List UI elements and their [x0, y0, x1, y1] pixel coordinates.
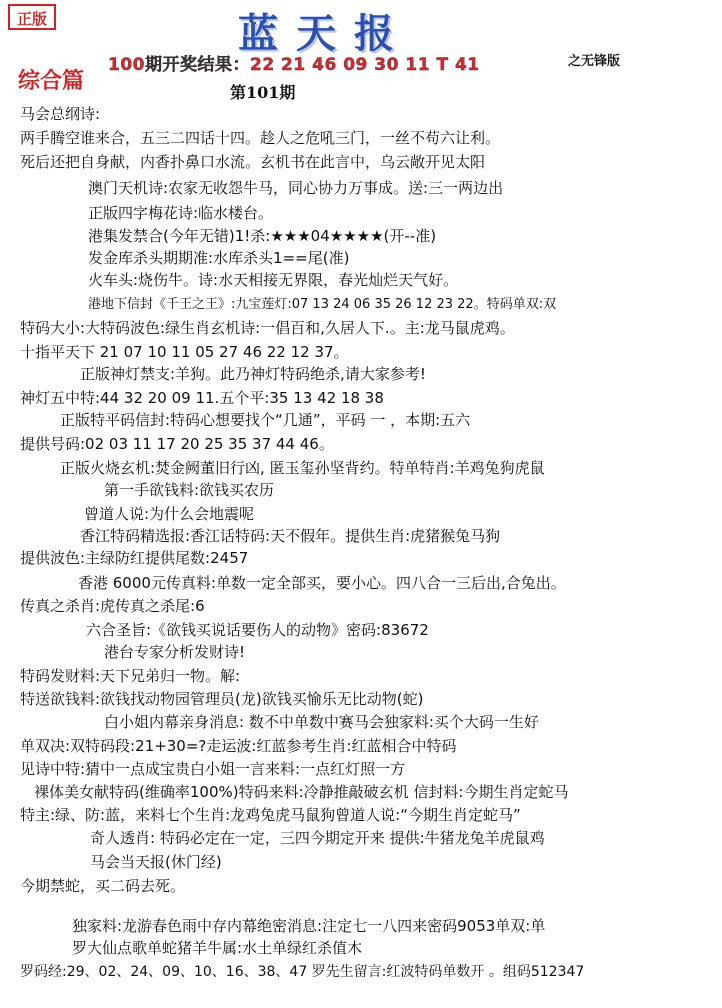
text-line: 罗码经:29、02、24、09、10、16、38、47 罗先生留言:红波特码单数开 。组码512347 — [20, 964, 585, 980]
text-line: 白小姐内幕亲身消息: 数不中单数中赛马会独家料:买个大码一生好 — [104, 713, 539, 731]
text-line: 神灯五中特:44 32 20 09 11.五个平:35 13 42 18 38 — [20, 389, 384, 407]
text-line: 死后还把自身献，内香扑鼻口水流。玄机书在此言中，乌云敞开见太阳 — [20, 153, 486, 171]
section-title: 综合篇 — [18, 68, 85, 94]
text-line: 两手腾空谁来合，五三二四话十四。趁人之危吼三门，一丝不苟六让利。 — [20, 129, 501, 147]
text-line: 发金库杀头期期准:水库杀头1==尾(准) — [88, 249, 350, 267]
text-line: 单双决:双特码段:21+30=?走运波:红蓝参考生肖:红蓝相合中特码 — [20, 737, 457, 755]
text-line: 特送欲钱料:欲钱找动物园管理员(龙)欲钱买愉乐无比动物(蛇) — [20, 690, 424, 708]
issue-number: 第101期 — [230, 83, 296, 102]
genuine-badge: 正版 — [8, 4, 56, 30]
text-line: 曾道人说:为什么会地震呢 — [84, 505, 255, 523]
text-line: 马会总纲诗: — [20, 105, 101, 123]
text-line: 见诗中特:猜中一点成宝贵白小姐一言来料:一点红灯照一方 — [20, 760, 406, 778]
text-line: 第一手欲钱料:欲钱买农历 — [104, 481, 275, 499]
text-line: 火车头:烧伤牛。诗:水天相接无界限，春光灿烂天气好。 — [88, 271, 459, 289]
text-line: 马会当天报(休门经) — [90, 853, 222, 871]
text-line: 裸体美女献特码(维确率100%)特码来料:冷静推敲破玄机 信封料:今期生肖定蛇马 — [34, 783, 569, 801]
text-line: 港台专家分析发财诗! — [104, 643, 246, 661]
text-line: 特码发财料:天下兄弟归一物。解: — [20, 667, 241, 685]
text-line: 正版神灯禁支:羊狗。此乃神灯特码绝杀,请大家参考! — [80, 365, 426, 383]
text-line: 港集发禁合(今年无错)1!杀:★★★04★★★★(开--准) — [88, 227, 437, 245]
text-line: 传真之杀肖:虎传真之杀尾:6 — [20, 597, 205, 615]
text-line: 特码大小:大特码波色:绿生肖玄机诗:一倡百和,久居人下.。主:龙马鼠虎鸡。 — [20, 319, 515, 337]
text-line: 十指平天下 21 07 10 11 05 27 46 22 12 37。 — [20, 343, 349, 361]
text-line: 澳门天机诗:农家无收怨牛马，同心协力万事成。送:三一两边出 — [88, 179, 504, 197]
text-line: 香港 6000元传真料:单数一定全部买，要小心。四八合一三后出,合兔出。 — [78, 574, 566, 592]
text-line: 正版四字梅花诗:临水楼台。 — [88, 204, 274, 222]
text-line: 特主:绿、防:蓝，来料七个生肖:龙鸡兔虎马鼠狗曾道人说:“今期生肖定蛇马” — [20, 806, 521, 824]
text-line: 提供号码:02 03 11 17 20 25 35 37 44 46。 — [20, 435, 334, 453]
edition-label: 之无锋版 — [568, 54, 621, 69]
text-line: 罗大仙点歌单蛇猪羊牛属:水土单绿红杀值木 — [72, 939, 363, 957]
draw-result: 100期开奖结果：22 21 46 09 30 11 T 41 — [108, 55, 480, 75]
newspaper-title: 蓝天报 — [238, 10, 412, 57]
text-line: 奇人透肖: 特码必定在一定，三四今期定开来 提供:牛猪龙兔羊虎鼠鸡 — [90, 829, 545, 847]
text-line: 今期禁蛇，买二码去死。 — [20, 877, 186, 895]
text-line: 正版特平码信封:特码心想要找个“几通”，平码 一 ，本期:五六 — [60, 411, 471, 429]
text-line: 港地下信封《千王之王》:九宝莲灯:07 13 24 06 35 26 12 23 22。特码单双:双 — [88, 297, 557, 312]
text-line: 正版火烧玄机:焚金阙董旧行凶, 匿玉玺孙坚背约。特单特肖:羊鸡兔狗虎鼠 — [60, 459, 545, 477]
text-line: 提供波色:主绿防红提供尾数:2457 — [20, 549, 249, 567]
text-line: 独家料:龙游春色雨中存内幕绝密消息:注定七一八四来密码9053单双:单 — [72, 917, 546, 935]
text-line: 香江特码精选报:香江话特码:天不假年。提供生肖:虎猪猴兔马狗 — [80, 527, 501, 545]
text-line: 六合圣旨:《欲钱买说话要伤人的动物》密码:83672 — [86, 621, 429, 639]
